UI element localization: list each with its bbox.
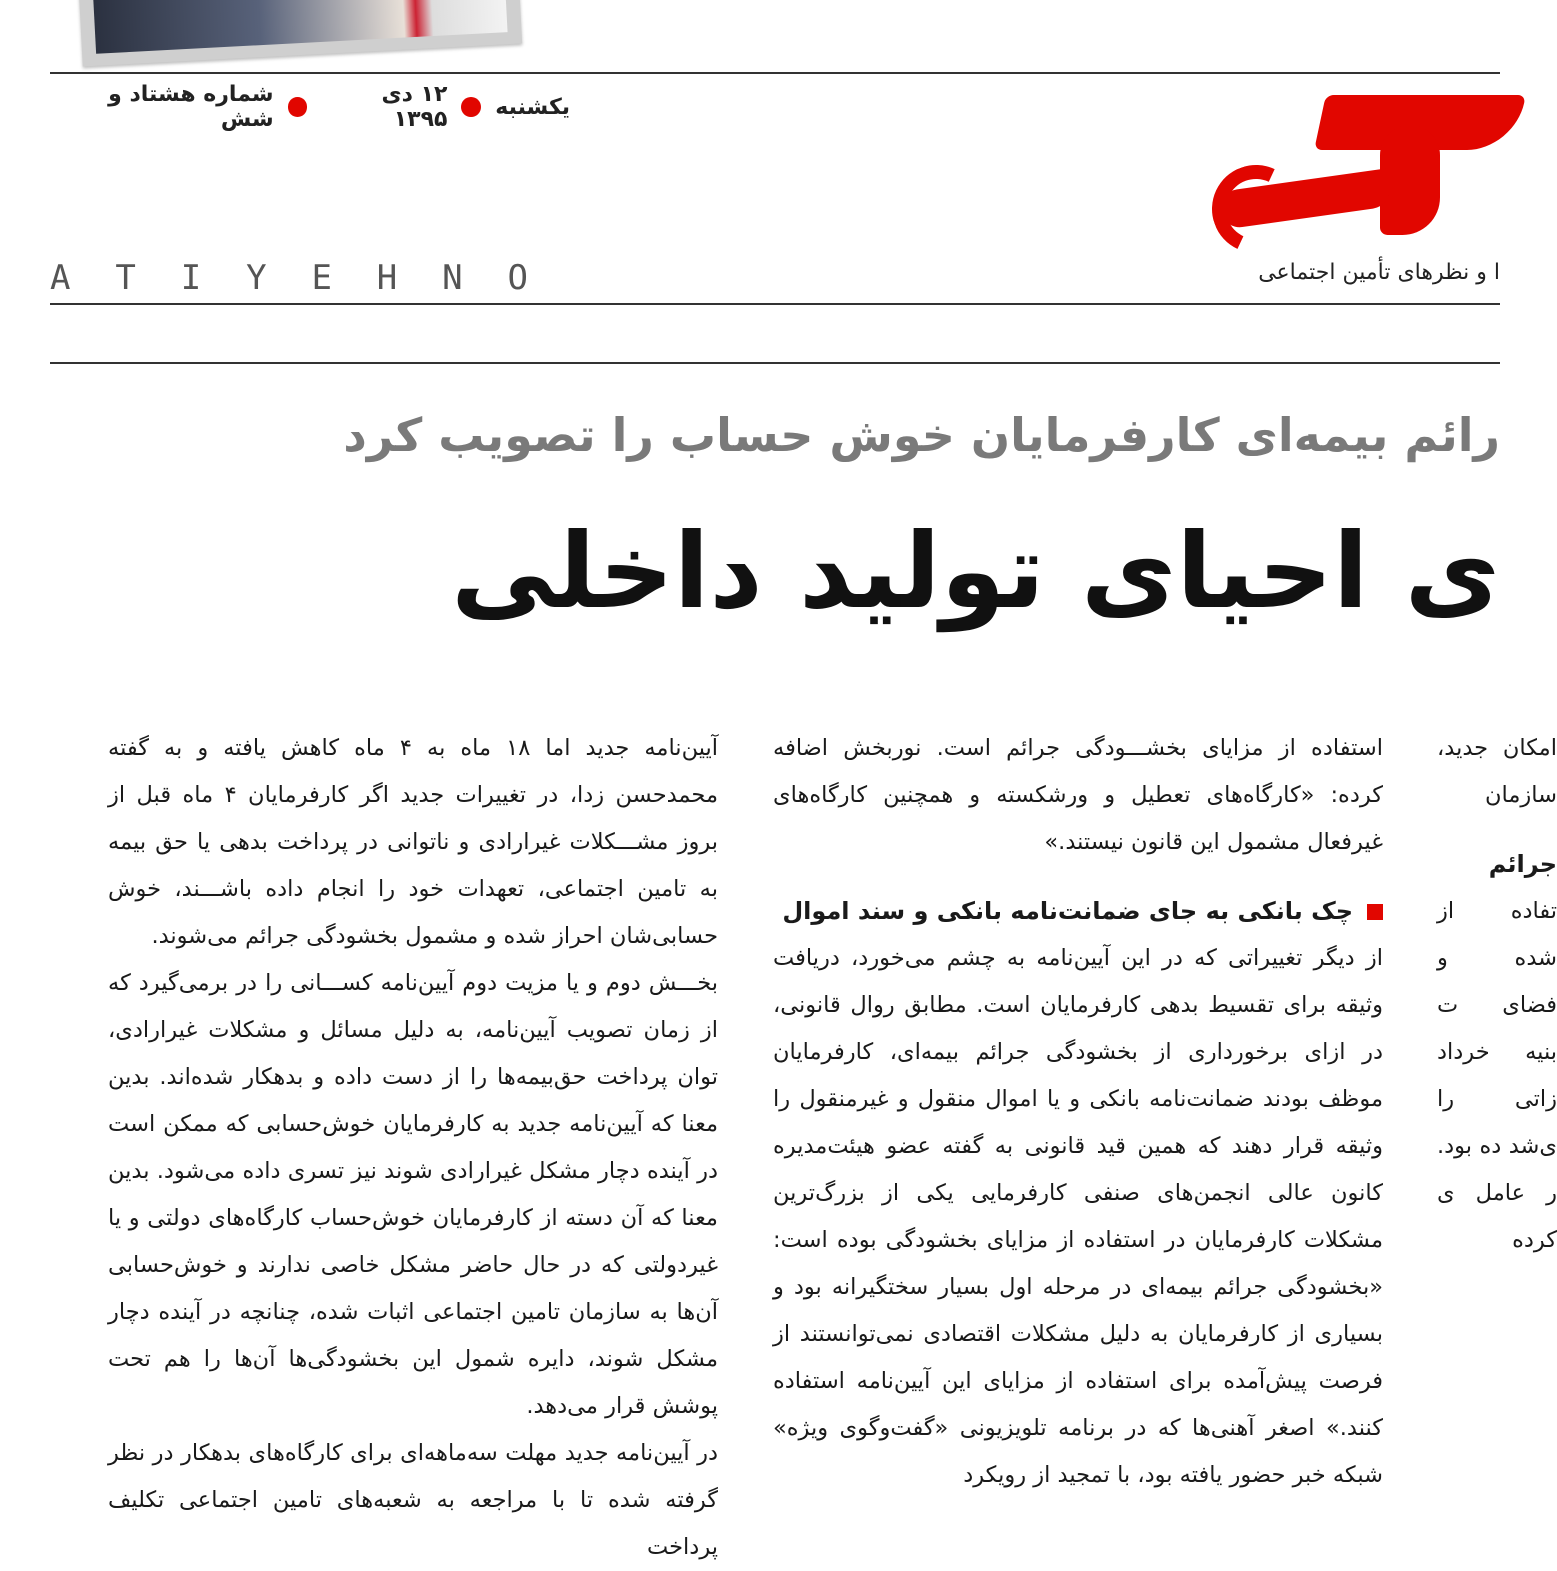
section-rule xyxy=(50,362,1500,364)
section-heading xyxy=(1437,841,1557,888)
section-heading xyxy=(773,888,1383,935)
logo-letter: Y xyxy=(246,258,269,298)
paragraph: آیین‌نامه جدید اما ۱۸ ماه به ۴ ماه کاهش یافته و به گفته محمدحسن زدا، در تغییرات جدید اگر کارفرمایان ۴ ماه قبل از بروز مشـــکلات غیرارادی و ناتوانی در پرداخت بدهی یا حق بیمه به تامین اجتماعی، تعهدات خود را انجام داده باشـــند، خوش حسابی‌شان احراز شده و مشمول بخشودگی جرائم می‌شوند. xyxy=(108,735,718,949)
red-dot-icon xyxy=(288,97,308,117)
article-column-right xyxy=(1437,725,1557,1264)
masthead-rule xyxy=(50,303,1500,305)
article-column-center xyxy=(773,725,1383,1499)
article-column-left xyxy=(108,725,718,1571)
newspaper-logo xyxy=(1225,95,1500,240)
article-headline: ی احیای تولید داخلی xyxy=(451,510,1500,632)
paragraph: از دیگر تغییراتی که در این آیین‌نامه به چشم می‌خورد، دریافت وثیقه برای تقسیط بدهی کارفرمایان است. مطابق روال قانونی، در ازای برخورداری از بخشودگی جرائم بیمه‌ای، کارفرمایان موظف بودند ضمانت‌نامه بانکی و یا اموال منقول و غیرمنقول را وثیقه قرار دهند که همین قید قانونی به گفته عضو هیئت‌مدیره کانون عالی انجمن‌های صنفی کارفرمایی یکی از بزرگ‌ترین مشکلات کارفرمایان در استفاده از مزایای بخشودگی بوده است: «بخشودگی جرائم بیمه‌ای در مرحله اول بسیار سختگیرانه بود و بسیاری از کارفرمایان به دلیل مشکلات اقتصادی نمی‌توانستند از فرصت پیش‌آمده برای استفاده از مزایای این آیین‌نامه استفاده کنند.» اصغر آهنی‌ها که در برنامه تلویزیونی «گفت‌وگوی ویژه» شبکه خبر حضور یافته بود، با تمجید از رویکرد xyxy=(773,945,1383,1488)
red-square-icon xyxy=(1367,904,1383,920)
logo-letter: H xyxy=(376,258,400,298)
photo-image xyxy=(92,0,507,54)
paragraph: تفاده از شده و فضای ت بنیه خرداد زاتی را ی‌شد ده بود. ر عامل ی کرده xyxy=(1437,898,1557,1253)
logo-letter: I xyxy=(180,258,204,298)
date-weekday: یکشنبه xyxy=(495,94,570,120)
paragraph: در آیین‌نامه جدید مهلت سه‌ماهه‌ای برای کارگاه‌های بدهکار در نظر گرفته شده تا با مراجعه به شعبه‌های تامین اجتماعی تکلیف پرداخت xyxy=(108,1440,718,1560)
logo-letter: T xyxy=(115,258,138,298)
masthead-tagline: ا و نظرهای تأمین اجتماعی xyxy=(1258,260,1500,285)
logo-letter: O xyxy=(507,258,530,298)
section-heading-text: چک بانکی به جای ضمانت‌نامه بانکی و سند اموال xyxy=(782,897,1353,925)
top-rule xyxy=(50,72,1500,74)
logo-latin-letters xyxy=(50,258,530,298)
article-subheadline: رائم بیمه‌ای کارفرمایان خوش حساب را تصویب کرد xyxy=(343,408,1500,462)
date-day: ۱۲ دی ۱۳۹۵ xyxy=(381,82,448,132)
photo-thumbnail xyxy=(78,0,522,66)
red-dot-icon xyxy=(461,97,481,117)
dateline xyxy=(50,82,570,132)
section-heading-text: جرائم xyxy=(1488,850,1557,878)
paragraph: امکان جدید، سازمان xyxy=(1437,735,1557,808)
paragraph: بخـــش دوم و یا مزیت دوم آیین‌نامه کســـانی را در برمی‌گیرد که از زمان تصویب آیین‌نامه، به دلیل مسائل و مشکلات غیرارادی، توان پرداخت حق‌بیمه‌ها را از دست داده و بدهکار شده‌اند. بدین معنا که آیین‌نامه جدید به کارفرمایان خوش‌حسابی که ممکن است در آینده دچار مشکل غیرارادی شوند نیز تسری داده می‌شود. بدین معنا که آن دسته از کارفرمایان خوش‌حساب کارگاه‌های دولتی و یا غیردولتی که در حال حاضر مشکل خاصی ندارند و خوش‌حسابی آن‌ها به سازمان تامین اجتماعی اثبات شده، چنانچه در آینده دچار مشکل شوند، دایره شمول این بخشودگی‌ها آن‌ها را هم تحت پوشش قرار می‌دهد. xyxy=(108,970,718,1419)
logo-letter: N xyxy=(442,258,465,298)
logo-letter: E xyxy=(311,258,334,298)
logo-letter: A xyxy=(50,258,73,298)
issue-number: شماره هشتاد و شش xyxy=(108,82,274,132)
paragraph: استفاده از مزایای بخشـــودگی جرائم است. نوربخش اضافه کرده: «کارگاه‌های تعطیل و ورشکسته و همچنین کارگاه‌های غیرفعال مشمول این قانون نیستند.» xyxy=(773,735,1383,855)
